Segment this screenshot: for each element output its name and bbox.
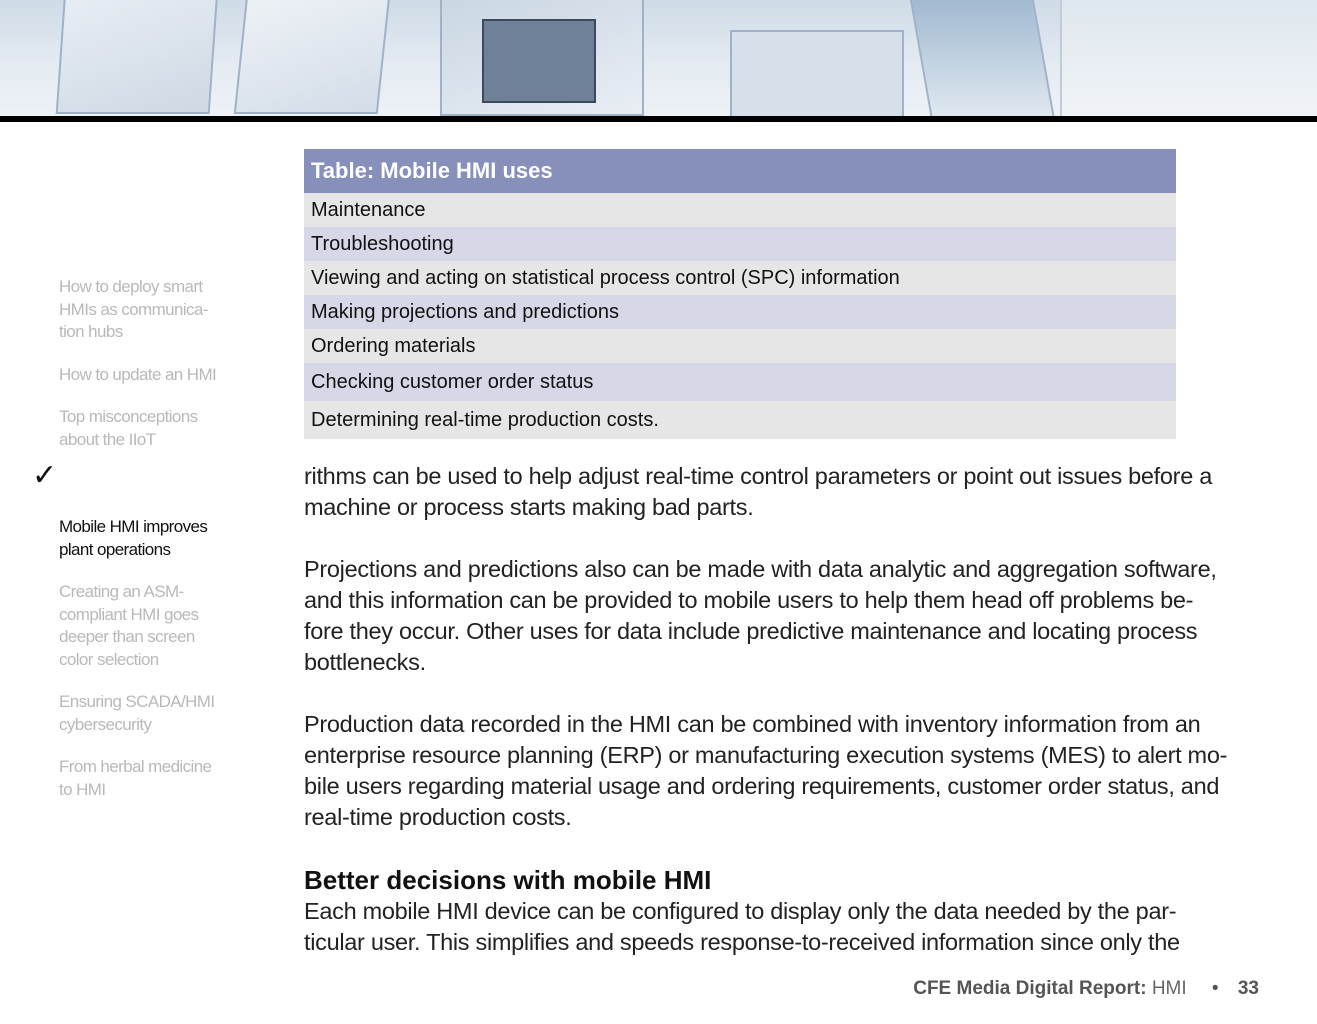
page-number: 33 (1237, 978, 1259, 999)
header-banner-image (0, 0, 1317, 116)
sidebar-item-label: Mobile HMI improves plant operations (59, 517, 208, 559)
table-cell: Making projections and predictions (304, 295, 1176, 329)
table-row (304, 401, 1176, 439)
checkmark-icon: ✓ (32, 458, 57, 493)
table-row (304, 295, 1176, 329)
report-topic: HMI (1151, 978, 1187, 999)
sidebar-item-update-hmi[interactable]: How to update an HMI (59, 364, 217, 384)
sidebar-item-mobile-hmi[interactable] (32, 458, 249, 561)
article-body (304, 461, 1264, 958)
paragraph: rithms can be used to help adjust real-time control parameters or point out issues before a machine or process starts making bad parts. (304, 463, 1212, 520)
table-row (304, 363, 1176, 401)
monitor-graphic (730, 30, 904, 116)
table-cell: Ordering materials (304, 329, 1176, 363)
monitor-graphic (56, 0, 219, 114)
mobile-hmi-uses-table (304, 149, 1176, 439)
sidebar-item-smart-hmis[interactable]: How to deploy smart HMIs as communica- tion hubs (59, 277, 208, 341)
table-row (304, 329, 1176, 363)
section-heading: Better decisions with mobile HMI (304, 865, 712, 895)
table-cell: Maintenance (304, 193, 1176, 227)
paragraph: Production data recorded in the HMI can be combined with inventory information from an enterprise resource planning (ERP) or manufacturing execution systems (MES) to alert mo- bile users regarding material usage and ordering requirements, customer order status, and real-time production costs. (304, 711, 1228, 830)
monitor-graphic (440, 0, 644, 116)
monitor-graphic (908, 0, 1056, 116)
page-footer (913, 978, 1259, 1000)
monitor-graphic (234, 0, 391, 114)
sidebar-item-iiot-misconceptions[interactable]: Top misconceptions about the IIoT (59, 407, 198, 449)
report-name: CFE Media Digital Report: (913, 978, 1147, 999)
table-cell: Determining real-time production costs. (304, 401, 1176, 439)
table-cell: Checking customer order status (304, 363, 1176, 401)
sidebar-item-cybersecurity[interactable]: Ensuring SCADA/HMI cybersecurity (59, 692, 215, 734)
header-divider (0, 116, 1317, 122)
table-cell: Viewing and acting on statistical process control (SPC) information (304, 261, 1176, 295)
table-row (304, 227, 1176, 261)
sidebar-item-herbal-medicine[interactable]: From herbal medicine to HMI (59, 757, 212, 799)
sidebar-item-asm-compliant[interactable]: Creating an ASM- compliant HMI goes deeper than screen color selection (59, 582, 199, 669)
table-cell: Troubleshooting (304, 227, 1176, 261)
table-row (304, 261, 1176, 295)
monitor-graphic (1060, 0, 1317, 116)
bullet-separator: • (1211, 978, 1219, 999)
paragraph: Each mobile HMI device can be configured to display only the data needed by the par- ticular user. This simplifies and speeds response-to-received information since only the (304, 898, 1180, 955)
table-row (304, 193, 1176, 227)
table-title: Table: Mobile HMI uses (304, 149, 1176, 193)
paragraph: Projections and predictions also can be made with data analytic and aggregation software, and this information can be provided to mobile users to help them head off problems be- fore they occur. Other uses for data include predictive maintenance and locating process bottlenecks. (304, 556, 1217, 675)
sidebar-nav (32, 276, 249, 821)
